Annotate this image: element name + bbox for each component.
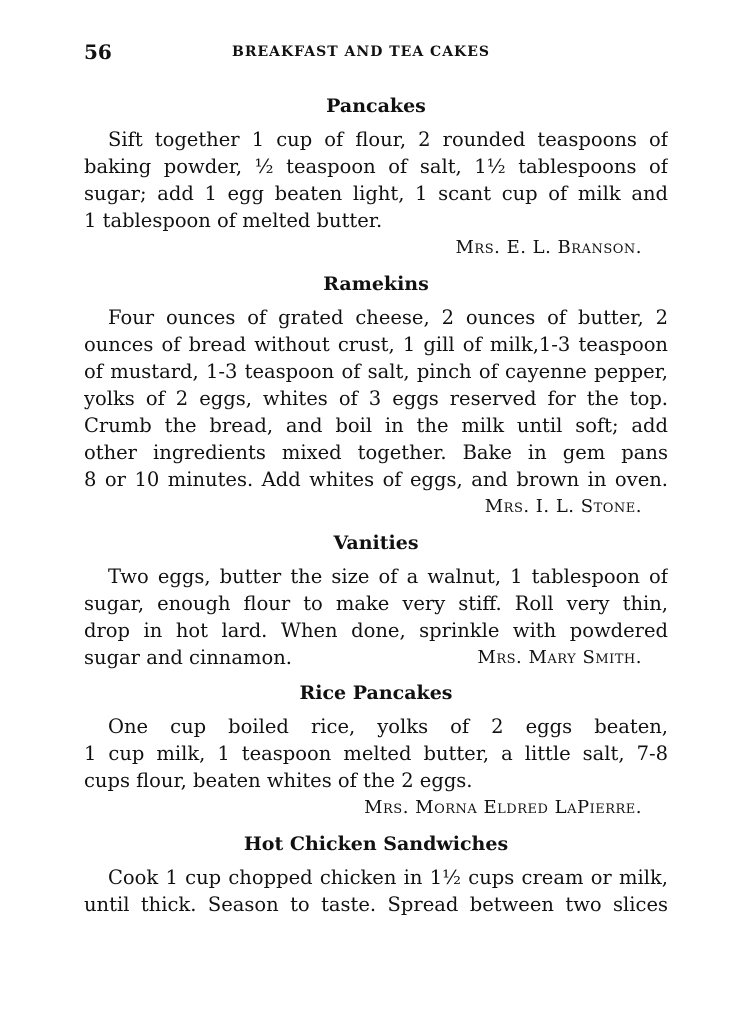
recipe-text-line: sugar; add 1 egg beaten light, 1 scant cup of milk and <box>84 182 668 205</box>
recipe-text-line: sugar, enough flour to make very stiff. Roll very thin, <box>84 592 668 615</box>
recipe-hot-chicken-sandwiches <box>84 830 668 918</box>
recipe-title: Ramekins <box>323 273 429 295</box>
recipe-text-line: sugar and cinnamon. <box>84 646 292 669</box>
running-head: BREAKFAST AND TEA CAKES <box>232 44 491 60</box>
page-header <box>84 40 668 68</box>
recipe-text-line-with-attribution <box>84 644 668 671</box>
recipe-text-line: of mustard, 1-3 teaspoon of salt, pinch of cayenne pepper, <box>84 360 668 383</box>
recipe-text-line: baking powder, ½ teaspoon of salt, 1½ tablespoons of <box>84 155 668 178</box>
recipe-pancakes <box>84 92 668 262</box>
recipe-title: Hot Chicken Sandwiches <box>243 833 509 855</box>
recipe-text-line: yolks of 2 eggs, whites of 3 eggs reserved for the top. <box>84 387 668 410</box>
recipe-text-line: until thick. Season to taste. Spread between two slices <box>84 893 668 916</box>
recipe-attribution: Mrs. I. L. Stone. <box>484 496 642 517</box>
recipe-title: Rice Pancakes <box>299 682 453 704</box>
recipe-attribution: Mrs. E. L. Branson. <box>455 237 642 258</box>
recipe-ramekins <box>84 270 668 521</box>
recipe-content <box>84 92 668 926</box>
recipe-text-line: ounces of bread without crust, 1 gill of milk,1-3 teaspoon <box>84 333 668 356</box>
recipe-attribution: Mrs. Mary Smith. <box>477 647 642 668</box>
recipe-title: Pancakes <box>326 95 426 117</box>
recipe-text-line: Cook 1 cup chopped chicken in 1½ cups cream or milk, <box>108 866 668 889</box>
recipe-text-line: Two eggs, butter the size of a walnut, 1 tablespoon of <box>108 565 668 588</box>
recipe-text-line: One cup boiled rice, yolks of 2 eggs beaten, <box>108 715 668 738</box>
recipe-title: Vanities <box>333 532 419 554</box>
recipe-text-line: drop in hot lard. When done, sprinkle with powdered <box>84 619 668 642</box>
recipe-text-line: 1 cup milk, 1 teaspoon melted butter, a little salt, 7-8 <box>84 742 668 765</box>
recipe-text-line: other ingredients mixed together. Bake in gem pans <box>84 441 668 464</box>
recipe-vanities <box>84 529 668 671</box>
recipe-text-line: cups flour, beaten whites of the 2 eggs. <box>84 769 473 792</box>
recipe-text-line: Crumb the bread, and boil in the milk until soft; add <box>84 414 668 437</box>
recipe-text-line: Four ounces of grated cheese, 2 ounces of butter, 2 <box>108 306 668 329</box>
recipe-rice-pancakes <box>84 679 668 822</box>
recipe-text-line: Sift together 1 cup of flour, 2 rounded teaspoons of <box>108 128 668 151</box>
page-number: 56 <box>84 40 112 64</box>
recipe-text-line: 1 tablespoon of melted butter. <box>84 209 383 232</box>
recipe-text-line: 8 or 10 minutes. Add whites of eggs, and brown in oven. <box>84 468 668 491</box>
recipe-attribution: Mrs. Morna Eldred LaPierre. <box>364 797 642 818</box>
